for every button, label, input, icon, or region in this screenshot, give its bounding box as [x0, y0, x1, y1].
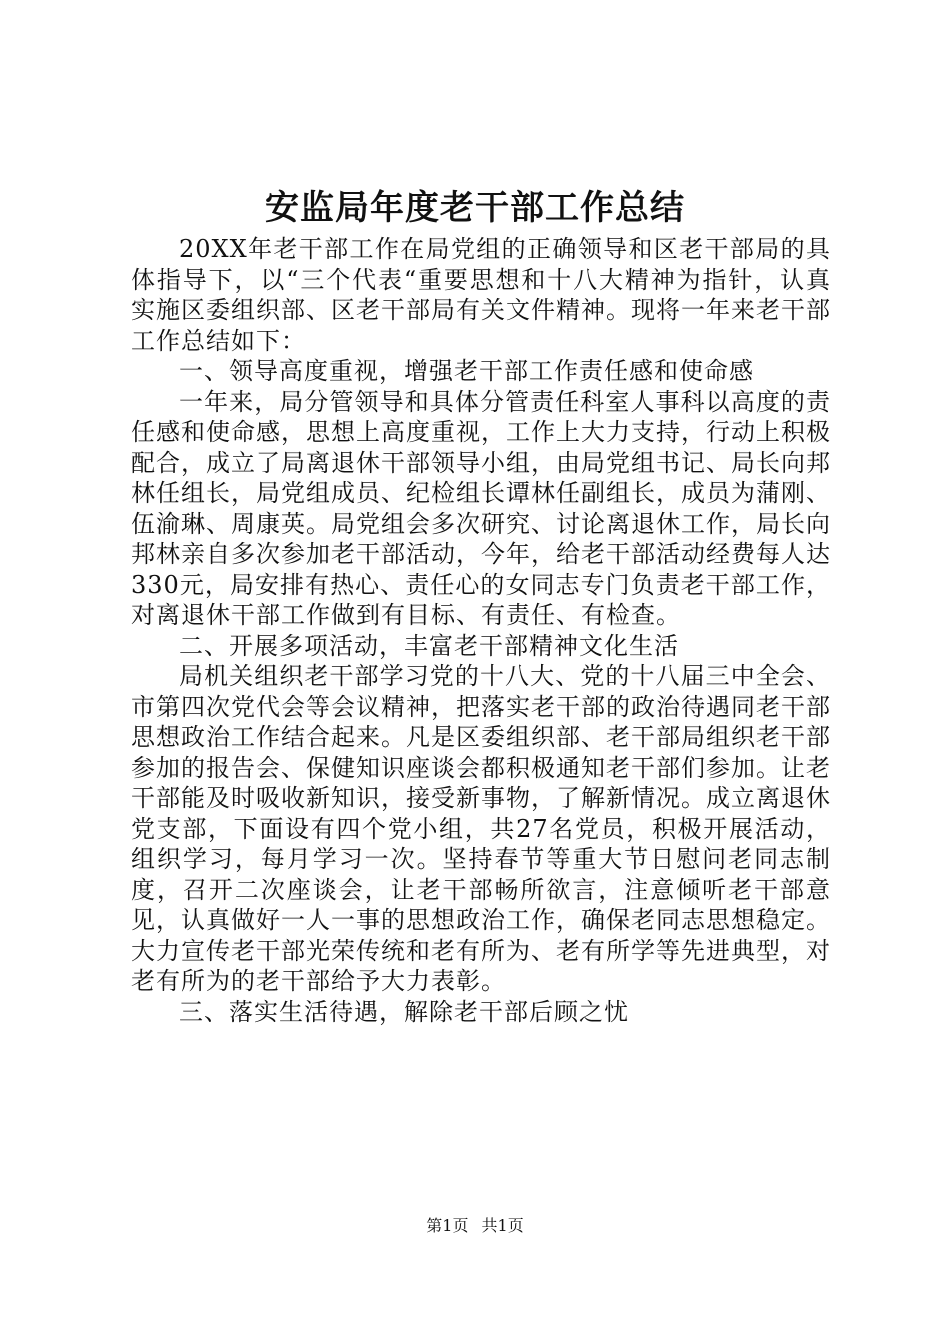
page-number: 第1页: [426, 1216, 469, 1235]
document-body: [131, 234, 831, 1027]
section-2-paragraph: 局机关组织老干部学习党的十八大、党的十八届三中全会、市第四次党代会等会议精神，把落实老干部的政治待遇同老干部思想政治工作结合起来。凡是区委组织部、老干部局组织老干部参加的报告会、保健知识座谈会都积极通知老干部们参加。让老干部能及时吸收新知识，接受新事物，了解新情况。成立离退休党支部，下面设有四个党小组，共27名党员，积极开展活动，组织学习，每月学习一次。坚持春节等重大节日慰问老同志制度，召开二次座谈会，让老干部畅所欲言，注意倾听老干部意见，认真做好一人一事的思想政治工作，确保老同志思想稳定。大力宣传老干部光荣传统和老有所为、老有所学等先进典型，对老有所为的老干部给予大力表彰。: [131, 662, 831, 995]
document-title: 安监局年度老干部工作总结: [265, 188, 685, 228]
section-heading-2: 二、开展多项活动，丰富老干部精神文化生活: [179, 631, 679, 660]
section-heading-3: 三、落实生活待遇，解除老干部后顾之忧: [179, 997, 629, 1026]
section-heading-1: 一、领导高度重视，增强老干部工作责任感和使命感: [179, 357, 754, 385]
page-footer: [0, 1216, 950, 1236]
page-total: 共1页: [481, 1216, 524, 1235]
section-1-paragraph: 一年来，局分管领导和具体分管责任科室人事科以高度的责任感和使命感，思想上高度重视，工作上大力支持，行动上积极配合，成立了局离退休干部领导小组，由局党组书记、局长向邦林任组长，局党组成员、纪检组长谭林任副组长，成员为蒲刚、伍渝琳、周康英。局党组会多次研究、讨论离退休工作，局长向邦林亲自多次参加老干部活动，今年，给老干部活动经费每人达330元，局安排有热心、责任心的女同志专门负责老干部工作，对离退休干部工作做到有目标、有责任、有检查。: [131, 387, 831, 629]
intro-paragraph: 20XX年老干部工作在局党组的正确领导和区老干部局的具体指导下，以“三个代表“重要思想和十八大精神为指针，认真实施区委组织部、区老干部局有关文件精神。现将一年来老干部工作总结如下：: [131, 235, 831, 355]
